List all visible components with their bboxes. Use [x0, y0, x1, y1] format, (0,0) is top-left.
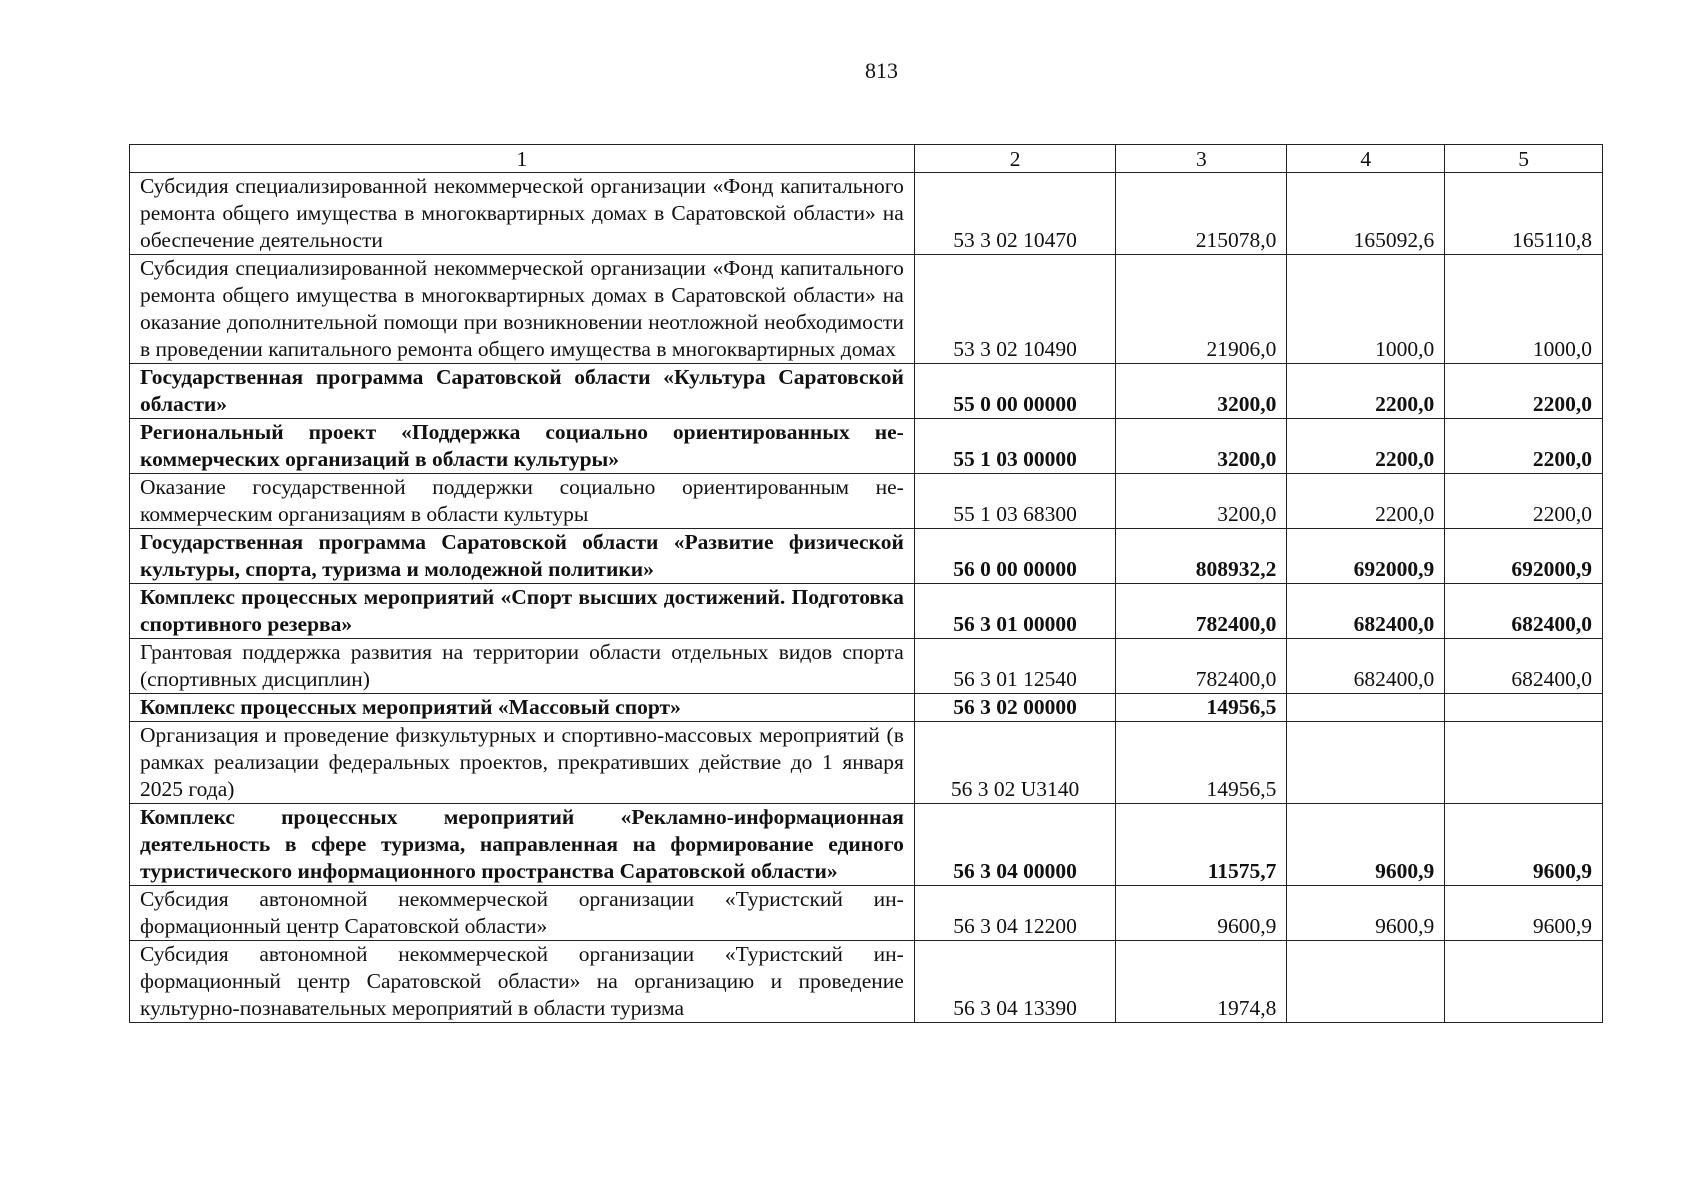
table-row — [130, 529, 1603, 584]
row-value-cell — [1445, 941, 1603, 1023]
row-value-cell: 9600,9 — [1445, 804, 1603, 886]
table-row — [130, 173, 1603, 255]
column-header-2: 2 — [914, 145, 1116, 173]
column-header-5: 5 — [1445, 145, 1603, 173]
row-value-cell — [1445, 694, 1603, 722]
row-name-cell: Государственная программа Саратовской области «Культура Саратовской области» — [130, 364, 915, 419]
row-name-cell: Комплекс процессных мероприятий «Массовый спорт» — [130, 694, 915, 722]
table-row — [130, 722, 1603, 804]
table-body — [130, 173, 1603, 1023]
row-name-cell: Субсидия автономной некоммерческой организации «Туристский информационный центр Саратовской области» на организацию и проведение культурно-познавательных мероприятий в области туризма — [130, 941, 915, 1023]
row-value-cell: 2200,0 — [1287, 419, 1445, 474]
column-header-3: 3 — [1116, 145, 1287, 173]
table-row — [130, 584, 1603, 639]
row-name-cell: Субсидия автономной некоммерческой организации «Туристский информационный центр Саратовской области» — [130, 886, 915, 941]
row-value-cell: 11575,7 — [1116, 804, 1287, 886]
row-value-cell: 692000,9 — [1287, 529, 1445, 584]
row-name-cell: Комплекс процессных мероприятий «Рекламно-информационная деятельность в сфере туризма, направленная на формирование единого туристического информационного пространства Саратовской области» — [130, 804, 915, 886]
row-code-cell: 55 0 00 00000 — [914, 364, 1116, 419]
row-code-cell: 56 3 02 U3140 — [914, 722, 1116, 804]
row-value-cell: 14956,5 — [1116, 722, 1287, 804]
row-value-cell: 2200,0 — [1287, 474, 1445, 529]
row-value-cell: 14956,5 — [1116, 694, 1287, 722]
row-value-cell: 215078,0 — [1116, 173, 1287, 255]
row-value-cell: 682400,0 — [1445, 584, 1603, 639]
page-number: 813 — [865, 58, 898, 83]
row-value-cell: 9600,9 — [1116, 886, 1287, 941]
row-value-cell: 9600,9 — [1287, 886, 1445, 941]
row-value-cell: 165110,8 — [1445, 173, 1603, 255]
column-header-1: 1 — [130, 145, 915, 173]
row-value-cell — [1287, 694, 1445, 722]
budget-table — [129, 144, 1603, 1023]
row-code-cell: 53 3 02 10490 — [914, 255, 1116, 364]
row-code-cell: 56 3 01 00000 — [914, 584, 1116, 639]
row-value-cell: 782400,0 — [1116, 639, 1287, 694]
row-value-cell: 2200,0 — [1445, 419, 1603, 474]
table-row — [130, 941, 1603, 1023]
row-value-cell: 3200,0 — [1116, 474, 1287, 529]
row-value-cell: 782400,0 — [1116, 584, 1287, 639]
row-value-cell: 165092,6 — [1287, 173, 1445, 255]
row-value-cell: 1000,0 — [1445, 255, 1603, 364]
row-value-cell: 682400,0 — [1287, 639, 1445, 694]
table-row — [130, 474, 1603, 529]
row-name-cell: Грантовая поддержка развития на территории области отдельных видов спорта (спортивных дисциплин) — [130, 639, 915, 694]
row-value-cell: 2200,0 — [1287, 364, 1445, 419]
table-row — [130, 639, 1603, 694]
row-code-cell: 56 3 04 13390 — [914, 941, 1116, 1023]
row-value-cell: 9600,9 — [1445, 886, 1603, 941]
row-code-cell: 56 3 01 12540 — [914, 639, 1116, 694]
row-value-cell — [1287, 941, 1445, 1023]
table-row — [130, 419, 1603, 474]
header-row — [130, 145, 1603, 173]
row-name-cell: Субсидия специализированной некоммерческой организации «Фонд капитального ремонта общего имущества в многоквартирных домах в Саратовской области» на обеспечение деятельности — [130, 173, 915, 255]
column-header-4: 4 — [1287, 145, 1445, 173]
row-code-cell: 56 0 00 00000 — [914, 529, 1116, 584]
row-code-cell: 56 3 02 00000 — [914, 694, 1116, 722]
row-name-cell: Оказание государственной поддержки социально ориентированным некоммерческим организациям в области культуры — [130, 474, 915, 529]
row-value-cell: 692000,9 — [1445, 529, 1603, 584]
row-name-cell: Региональный проект «Поддержка социально ориентированных некоммерческих организаций в области культуры» — [130, 419, 915, 474]
row-name-cell: Субсидия специализированной некоммерческой организации «Фонд капитального ремонта общего имущества в многоквартирных домах в Саратовской области» на оказание дополнительной помощи при возникновении неотложной необходимости в проведении капитального ремонта общего имущества в многоквартирных домах — [130, 255, 915, 364]
row-code-cell: 56 3 04 12200 — [914, 886, 1116, 941]
row-code-cell: 55 1 03 68300 — [914, 474, 1116, 529]
row-value-cell: 2200,0 — [1445, 474, 1603, 529]
table-row — [130, 694, 1603, 722]
row-name-cell: Организация и проведение физкультурных и спортивно-массовых мероприятий (в рамках реализации федеральных проектов, прекративших действие до 1 января 2025 года) — [130, 722, 915, 804]
table-row — [130, 364, 1603, 419]
row-value-cell: 21906,0 — [1116, 255, 1287, 364]
row-value-cell — [1445, 722, 1603, 804]
table-row — [130, 255, 1603, 364]
row-value-cell: 9600,9 — [1287, 804, 1445, 886]
row-value-cell — [1287, 722, 1445, 804]
row-value-cell: 2200,0 — [1445, 364, 1603, 419]
row-value-cell: 1000,0 — [1287, 255, 1445, 364]
row-name-cell: Государственная программа Саратовской области «Развитие физической культуры, спорта, туризма и молодежной политики» — [130, 529, 915, 584]
row-value-cell: 3200,0 — [1116, 419, 1287, 474]
row-name-cell: Комплекс процессных мероприятий «Спорт высших достижений. Подготовка спортивного резерва» — [130, 584, 915, 639]
row-value-cell: 682400,0 — [1287, 584, 1445, 639]
row-code-cell: 56 3 04 00000 — [914, 804, 1116, 886]
row-code-cell: 55 1 03 00000 — [914, 419, 1116, 474]
row-value-cell: 3200,0 — [1116, 364, 1287, 419]
row-value-cell: 1974,8 — [1116, 941, 1287, 1023]
row-value-cell: 808932,2 — [1116, 529, 1287, 584]
table-row — [130, 804, 1603, 886]
row-value-cell: 682400,0 — [1445, 639, 1603, 694]
table-row — [130, 886, 1603, 941]
row-code-cell: 53 3 02 10470 — [914, 173, 1116, 255]
